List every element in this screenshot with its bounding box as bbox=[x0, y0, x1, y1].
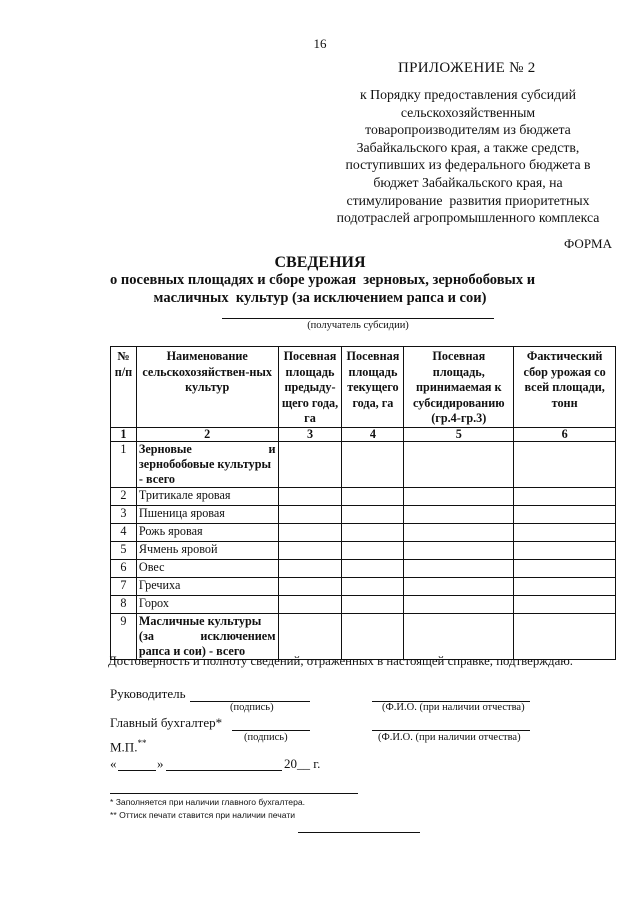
column-header: Посевная площадь, принимаемая к субсидированию (гр.4-гр.3) bbox=[404, 347, 514, 428]
value-cell[interactable] bbox=[342, 487, 404, 505]
value-cell[interactable] bbox=[278, 577, 342, 595]
value-cell[interactable] bbox=[404, 505, 514, 523]
subtitle-line: Забайкальского края, а также средств, bbox=[356, 139, 580, 155]
date-close-quote: » bbox=[157, 756, 164, 771]
column-number: 5 bbox=[404, 427, 514, 441]
column-header: Фактический сбор урожая со всей площади, тонн bbox=[514, 347, 616, 428]
crop-name-cell bbox=[136, 613, 278, 659]
crop-name: Тритикале яровая bbox=[136, 487, 278, 505]
subtitle-line: товаропроизводителям из бюджета bbox=[365, 122, 571, 138]
crop-name-part: и bbox=[268, 441, 276, 456]
crops-table bbox=[110, 346, 616, 660]
row-index: 1 bbox=[111, 441, 137, 487]
column-header: Наименование сельскохозяйствен-ных культур bbox=[136, 347, 278, 428]
value-cell[interactable] bbox=[514, 595, 616, 613]
crop-name-part: зернобобовые культуры - всего bbox=[138, 456, 272, 486]
table-row bbox=[111, 487, 616, 505]
column-number: 6 bbox=[514, 427, 616, 441]
crop-name: Рожь яровая bbox=[136, 523, 278, 541]
column-number-row bbox=[111, 427, 616, 441]
row-index: 5 bbox=[111, 541, 137, 559]
table-row bbox=[111, 505, 616, 523]
accountant-signature-line[interactable] bbox=[232, 730, 310, 731]
document-title: СВЕДЕНИЯ bbox=[274, 254, 366, 271]
seal-footnote-mark: ** bbox=[137, 738, 147, 748]
subtitle-line: бюджет Забайкальского края, на bbox=[373, 174, 563, 190]
value-cell[interactable] bbox=[514, 559, 616, 577]
subtitle-line: поступивших из федерального бюджета в bbox=[345, 157, 591, 173]
subtitle-line: к Порядку предоставления субсидий bbox=[360, 87, 576, 102]
value-cell[interactable] bbox=[404, 559, 514, 577]
recipient-caption: (получатель субсидии) bbox=[307, 320, 409, 331]
crop-name: Овес bbox=[136, 559, 278, 577]
value-cell[interactable] bbox=[278, 505, 342, 523]
title-line: масличных культур (за исключением рапса и сои) bbox=[153, 290, 487, 306]
seal-label bbox=[110, 738, 146, 755]
crop-name-part: Масличные культуры bbox=[138, 613, 262, 628]
value-cell[interactable] bbox=[342, 613, 404, 659]
value-cell[interactable] bbox=[404, 523, 514, 541]
accountant-label: Главный бухгалтер* bbox=[110, 715, 223, 730]
value-cell[interactable] bbox=[278, 441, 342, 487]
crop-name: Ячмень яровой bbox=[136, 541, 278, 559]
column-header: Посевная площадь текущего года, га bbox=[342, 347, 404, 428]
fio-caption: (Ф.И.О. (при наличии отчества) bbox=[378, 732, 521, 743]
form-label: ФОРМА bbox=[564, 236, 612, 251]
table-row bbox=[111, 595, 616, 613]
column-number: 1 bbox=[111, 427, 137, 441]
value-cell[interactable] bbox=[342, 441, 404, 487]
subtitle-line: стимулирование развития приоритетных bbox=[346, 192, 590, 208]
confirmation-text: Достоверность и полноту сведений, отраженных в настоящей справке, подтверждаю. bbox=[108, 654, 574, 668]
title-line: о посевных площадях и сборе урожая зерновых, зернобобовых и bbox=[110, 272, 536, 288]
value-cell[interactable] bbox=[404, 441, 514, 487]
table-row bbox=[111, 441, 616, 487]
value-cell[interactable] bbox=[514, 505, 616, 523]
fio-caption: (Ф.И.О. (при наличии отчества) bbox=[382, 702, 525, 713]
appendix-title: ПРИЛОЖЕНИЕ № 2 bbox=[398, 60, 536, 76]
date-year: 20__ г. bbox=[284, 756, 321, 771]
table-row bbox=[111, 559, 616, 577]
table-row bbox=[111, 577, 616, 595]
crop-name-part: (за bbox=[138, 628, 154, 643]
row-index: 7 bbox=[111, 577, 137, 595]
footnote-seal: ** Оттиск печати ставится при наличии печати bbox=[110, 810, 296, 820]
row-index: 6 bbox=[111, 559, 137, 577]
row-index: 4 bbox=[111, 523, 137, 541]
crop-name-cell bbox=[136, 441, 278, 487]
accountant-fio-line[interactable] bbox=[372, 730, 530, 731]
value-cell[interactable] bbox=[278, 559, 342, 577]
value-cell[interactable] bbox=[278, 541, 342, 559]
table-row bbox=[111, 541, 616, 559]
value-cell[interactable] bbox=[514, 577, 616, 595]
footnote-accountant: * Заполняется при наличии главного бухгалтера. bbox=[110, 797, 306, 807]
row-index: 2 bbox=[111, 487, 137, 505]
value-cell[interactable] bbox=[278, 613, 342, 659]
signature-caption: (подпись) bbox=[230, 702, 274, 713]
crop-name-part: рапса и сои) - всего bbox=[138, 643, 246, 658]
subtitle-line: подотраслей агропромышленного комплекса bbox=[336, 210, 600, 226]
value-cell[interactable] bbox=[278, 487, 342, 505]
column-number: 4 bbox=[342, 427, 404, 441]
value-cell[interactable] bbox=[342, 595, 404, 613]
value-cell[interactable] bbox=[514, 487, 616, 505]
table-row bbox=[111, 613, 616, 659]
row-index: 3 bbox=[111, 505, 137, 523]
column-header: Посевная площадь предыду-щего года, га bbox=[278, 347, 342, 428]
subtitle-line: сельскохозяйственным bbox=[400, 104, 536, 120]
row-index: 8 bbox=[111, 595, 137, 613]
crop-name: Гречиха bbox=[136, 577, 278, 595]
value-cell[interactable] bbox=[514, 441, 616, 487]
recipient-field-line bbox=[222, 318, 494, 319]
value-cell[interactable] bbox=[342, 541, 404, 559]
head-label: Руководитель bbox=[110, 686, 186, 701]
value-cell[interactable] bbox=[404, 577, 514, 595]
value-cell[interactable] bbox=[342, 577, 404, 595]
value-cell[interactable] bbox=[342, 523, 404, 541]
value-cell[interactable] bbox=[278, 595, 342, 613]
bottom-line bbox=[298, 832, 420, 833]
crop-name-part: Зерновые bbox=[138, 441, 192, 456]
value-cell[interactable] bbox=[404, 595, 514, 613]
page-number: 16 bbox=[313, 36, 327, 51]
column-header: № п/п bbox=[111, 347, 137, 428]
value-cell[interactable] bbox=[404, 487, 514, 505]
table-row bbox=[111, 523, 616, 541]
table-header-row bbox=[111, 347, 616, 428]
value-cell[interactable] bbox=[342, 505, 404, 523]
date-month-line[interactable] bbox=[166, 770, 282, 771]
value-cell[interactable] bbox=[404, 541, 514, 559]
value-cell[interactable] bbox=[278, 523, 342, 541]
date-open-quote: « bbox=[110, 756, 117, 771]
column-number: 3 bbox=[278, 427, 342, 441]
seal-text: М.П. bbox=[110, 739, 138, 755]
footnote-separator bbox=[110, 793, 358, 794]
crop-name: Пшеница яровая bbox=[136, 505, 278, 523]
value-cell[interactable] bbox=[514, 541, 616, 559]
value-cell[interactable] bbox=[342, 559, 404, 577]
appendix-subtitle bbox=[318, 86, 618, 227]
value-cell[interactable] bbox=[514, 613, 616, 659]
date-day-line[interactable] bbox=[118, 770, 156, 771]
document-subject bbox=[110, 271, 536, 307]
column-number: 2 bbox=[136, 427, 278, 441]
value-cell[interactable] bbox=[514, 523, 616, 541]
signature-caption: (подпись) bbox=[244, 732, 288, 743]
row-index: 9 bbox=[111, 613, 137, 659]
value-cell[interactable] bbox=[404, 613, 514, 659]
crop-name: Горох bbox=[136, 595, 278, 613]
crop-name-part: исключением bbox=[200, 628, 276, 643]
